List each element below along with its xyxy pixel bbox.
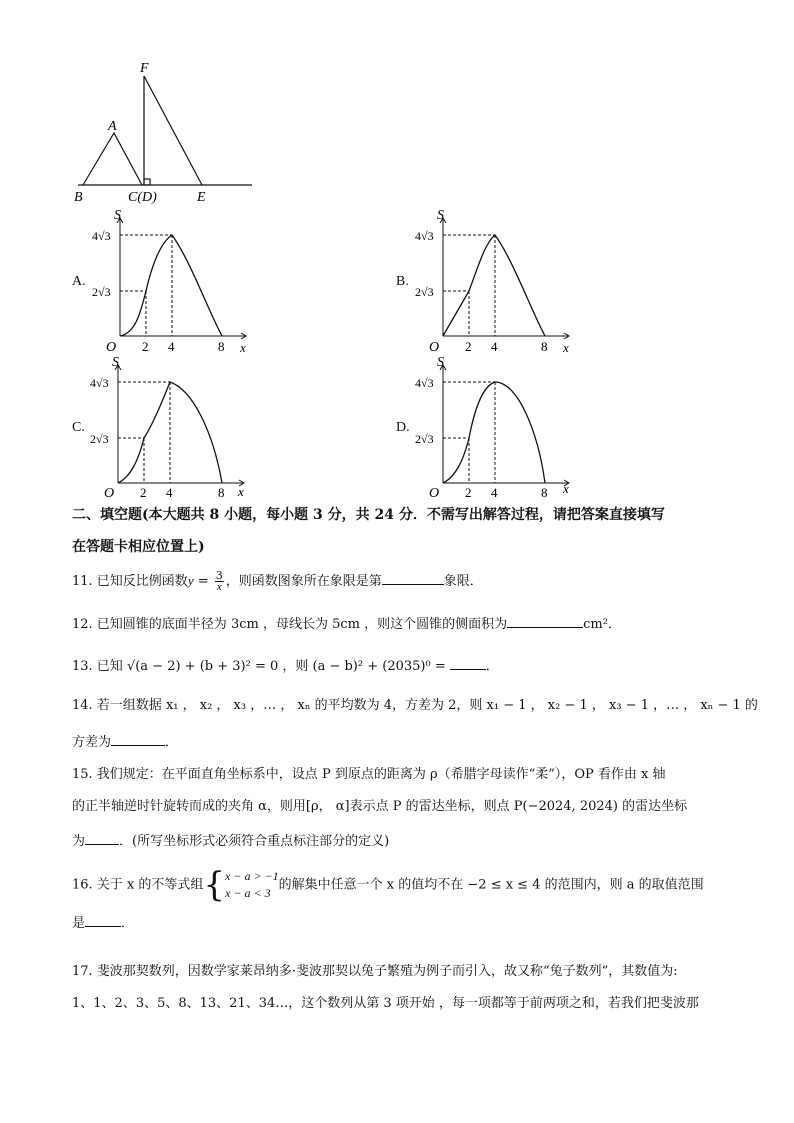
question-17 [72, 963, 699, 1013]
q14-line2: 方差为 [72, 735, 112, 750]
q15-line3-wrap [72, 830, 687, 851]
option-c-label: C. [72, 420, 85, 435]
q16-pre: 16. 关于 x 的不等式组 [72, 877, 204, 893]
graph-b-axis-x: x [563, 340, 569, 355]
graph-b-tick-4: 4 [491, 339, 498, 354]
graph-a-tick-2: 2 [142, 339, 149, 354]
q11-numerator: 3 [215, 569, 223, 582]
graph-a-curve [120, 235, 222, 336]
q11-eq: = [193, 574, 213, 589]
triangle-abc [83, 133, 142, 185]
graph-b-axis-s: S [437, 208, 444, 223]
q16-system [225, 868, 279, 902]
graph-c-axis-s: S [112, 355, 119, 370]
q17-line2: 1、1、2、3、5、8、13、21、34…，这个数列从第 3 项开始 ，每一项都等于前两项之和，若我们把斐波那 [72, 996, 699, 1011]
right-angle-mark [144, 179, 150, 185]
label-e: E [197, 190, 206, 205]
triangle-def [144, 76, 202, 185]
label-b: B [74, 190, 83, 205]
q11-denominator: x [216, 581, 222, 593]
q13-end: ． [485, 659, 499, 674]
question-16 [72, 865, 704, 933]
q16-ineq1: x − a > −1 [225, 869, 279, 883]
graph-c [88, 352, 258, 502]
graph-c-tick-4: 4 [166, 485, 173, 500]
label-a: A [108, 119, 117, 134]
graph-b-origin: O [429, 340, 440, 355]
option-a-label: A. [72, 274, 86, 289]
q13-answer-blank[interactable] [450, 655, 486, 670]
graph-c-y-mid: 2√3 [90, 432, 109, 446]
q16-answer-blank[interactable] [85, 912, 121, 927]
q11-pre: 11. 已知反比例函数 [72, 574, 188, 589]
q16-line2-wrap [72, 912, 704, 933]
q15-line1: 15. 我们规定：在平面直角坐标系中，设点 P 到原点的距离为 ρ（希腊字母读作“柔”），OP 看作由 x 轴 [72, 767, 666, 782]
question-11 [72, 570, 483, 593]
graph-d-tick-4: 4 [491, 485, 498, 500]
question-12 [72, 613, 621, 634]
q12-unit: cm²． [583, 617, 621, 632]
graph-b-tick-8: 8 [541, 339, 548, 354]
graph-b-y-top: 4√3 [415, 229, 434, 243]
q14-end: ． [165, 735, 179, 750]
q16-post: 的解集中任意一个 x 的值均不在 −2 ≤ x ≤ 4 的范围内，则 a 的取值范围 [278, 877, 704, 893]
q15-line2: 的正半轴逆时针旋转而成的夹角 α，则用[ρ， α]表示点 P 的雷达坐标，则点 P(−2024, 2024) 的雷达坐标 [72, 799, 688, 814]
graph-d [413, 352, 583, 502]
option-b-label: B. [396, 274, 409, 289]
q16-brace: { [203, 865, 226, 905]
q11-answer-blank[interactable] [382, 570, 444, 585]
label-f: F [140, 61, 149, 76]
q13-text: 13. 已知 √(a − 2) + (b + 3)² = 0 ，则 (a − b)² + (2035)⁰ = [72, 659, 446, 674]
q11-fraction [215, 570, 224, 593]
q11-var-y: y [187, 573, 194, 588]
q11-end: 象限． [443, 574, 483, 589]
graph-a-y-top: 4√3 [92, 229, 111, 243]
graph-a [90, 205, 260, 355]
q16-end: ． [121, 916, 135, 931]
graph-c-tick-8: 8 [218, 485, 225, 500]
q16-ineq2: x − a < 3 [225, 886, 271, 900]
graph-a-axis-x: x [240, 340, 246, 355]
q17-line1: 17. 斐波那契数列，因数学家莱昂纳多·斐波那契以兔子繁殖为例子而引入，故又称“兔子数列”，其数值为: [72, 964, 678, 979]
graph-d-tick-8: 8 [541, 485, 548, 500]
graph-a-origin: O [106, 340, 117, 355]
question-14 [72, 697, 758, 752]
q14-answer-blank[interactable] [111, 731, 165, 746]
graph-c-origin: O [104, 486, 115, 501]
q15-line3-post: ．(所写坐标形式必须符合重点标注部分的定义) [119, 834, 390, 849]
graph-b-y-mid: 2√3 [415, 285, 434, 299]
graph-d-y-mid: 2√3 [415, 432, 434, 446]
q15-line3-pre: 为 [72, 834, 86, 849]
q12-text: 12. 已知圆锥的底面半径为 3cm ，母线长为 5cm ，则这个圆锥的侧面积为 [72, 617, 508, 632]
q12-answer-blank[interactable] [507, 613, 583, 628]
triangle-figure [70, 58, 270, 208]
graph-d-axis-x: x [563, 481, 569, 496]
graph-c-axis-x: x [238, 484, 244, 499]
section-title-line1: 二、填空题(本大题共 8 小题，每小题 3 分，共 24 分．不需写出解答过程，请把答案直接填写 [72, 507, 665, 523]
graph-d-y-top: 4√3 [415, 376, 434, 390]
graph-a-axis-s: S [114, 208, 121, 223]
graph-a-tick-4: 4 [168, 339, 175, 354]
graph-b [413, 205, 583, 355]
graph-a-y-mid: 2√3 [92, 285, 111, 299]
q16-line1 [72, 865, 704, 905]
graph-d-tick-2: 2 [465, 485, 472, 500]
graph-c-tick-2: 2 [140, 485, 147, 500]
q15-answer-blank[interactable] [85, 830, 119, 845]
label-cd: C(D) [128, 190, 157, 205]
graph-d-origin: O [429, 486, 440, 501]
section-title-line2: 在答题卡相应位置上) [72, 539, 205, 555]
graph-b-curve [443, 235, 545, 336]
graph-d-axis-s: S [437, 355, 444, 370]
question-13 [72, 655, 499, 676]
question-15 [72, 766, 687, 851]
graph-d-curve [443, 382, 545, 483]
graph-a-tick-8: 8 [218, 339, 225, 354]
q14-line2-wrap [72, 731, 758, 752]
section-title [72, 506, 665, 556]
q11-post: ，则函数图象所在象限是第 [225, 574, 382, 589]
graph-c-y-top: 4√3 [90, 376, 109, 390]
q14-line1: 14. 若一组数据 x₁ ， x₂ ， x₃ ，… ， xₙ 的平均数为 4，方差为 2，则 x₁ − 1 ， x₂ − 1 ， x₃ − 1 ，… ， xₙ − 1 的 [72, 698, 758, 713]
graph-b-tick-2: 2 [465, 339, 472, 354]
q16-line2: 是 [72, 916, 86, 931]
option-d-label: D. [396, 420, 410, 435]
